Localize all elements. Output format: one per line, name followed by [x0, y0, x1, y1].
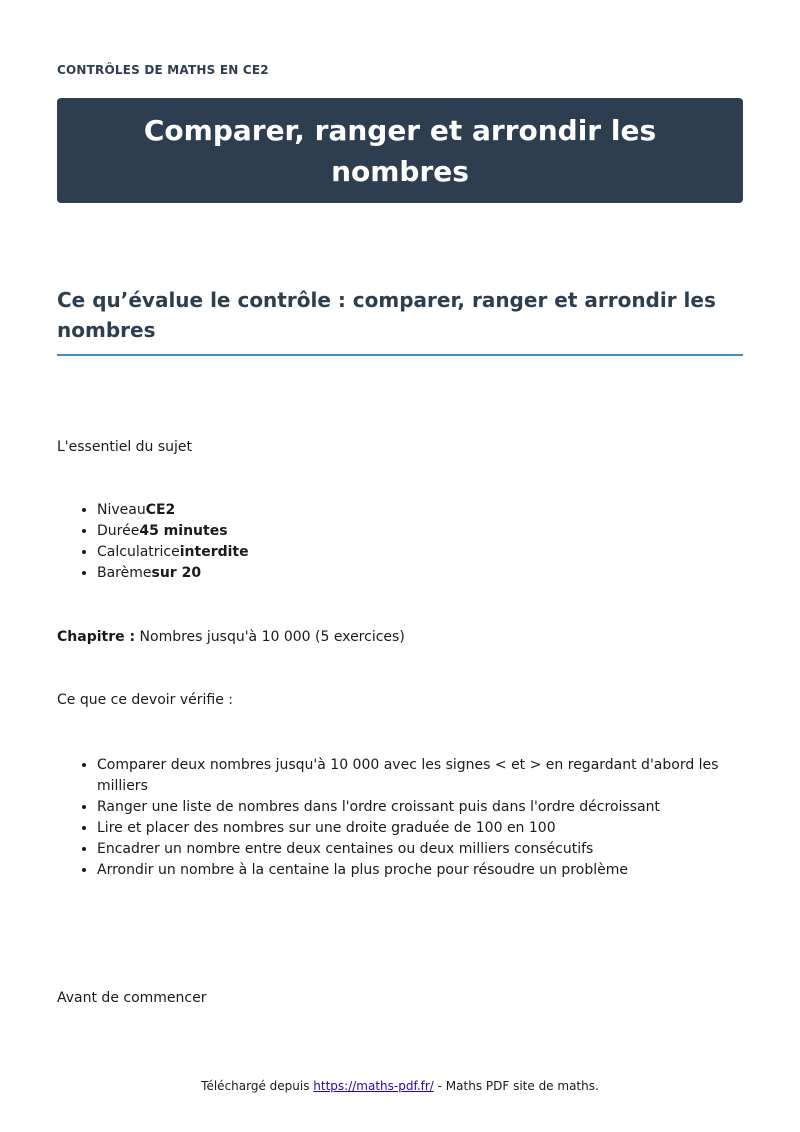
- info-item-bareme: [97, 563, 249, 584]
- list-item: • Encadrer un nombre entre deux centaines ou deux milliers consécutifs: [97, 839, 743, 860]
- info-label: Niveau: [97, 502, 146, 518]
- info-label: Durée: [97, 523, 140, 539]
- footer-link[interactable]: https://maths-pdf.fr/: [313, 1079, 434, 1093]
- footer-suffix: - Maths PDF site de maths.: [433, 1079, 599, 1093]
- chapitre-label: Chapitre :: [57, 629, 136, 645]
- chapitre-line: [57, 627, 405, 648]
- title-banner: [57, 98, 743, 203]
- info-item-duree: [97, 521, 249, 542]
- info-label: Calculatrice: [97, 544, 180, 560]
- list-item: • Comparer deux nombres jusqu'à 10 000 avec les signes < et > en regardant d'abord les milliers: [97, 755, 743, 797]
- info-value: sur 20: [151, 565, 202, 581]
- list-item: • Lire et placer des nombres sur une droite graduée de 100 en 100: [97, 818, 743, 839]
- info-label: Barème: [97, 565, 152, 581]
- chapitre-value: Nombres jusqu'à 10 000 (5 exercices): [135, 629, 405, 645]
- footer-prefix: Téléchargé depuis: [201, 1079, 314, 1093]
- info-value: 45 minutes: [139, 523, 228, 539]
- page-title: Comparer, ranger et arrondir les nombres: [143, 113, 657, 188]
- objectives-list: [57, 755, 743, 881]
- info-value: interdite: [179, 544, 249, 560]
- avant-label: Avant de commencer: [57, 990, 207, 1006]
- info-list: [57, 500, 249, 584]
- section-title: Ce qu’évalue le contrôle : comparer, ranger et arrondir les nombres: [57, 285, 743, 356]
- info-value: CE2: [145, 502, 176, 518]
- list-item: • Ranger une liste de nombres dans l'ordre croissant puis dans l'ordre décroissant: [97, 797, 743, 818]
- verifie-label: Ce que ce devoir vérifie :: [57, 692, 234, 708]
- page-kicker: CONTRÔLES DE MATHS EN CE2: [57, 63, 269, 77]
- info-item-calculatrice: [97, 542, 249, 563]
- list-item: • Arrondir un nombre à la centaine la plus proche pour résoudre un problème: [97, 860, 743, 881]
- essentiel-label: L'essentiel du sujet: [57, 439, 193, 455]
- page-footer: [0, 1079, 800, 1093]
- info-item-niveau: [97, 500, 249, 521]
